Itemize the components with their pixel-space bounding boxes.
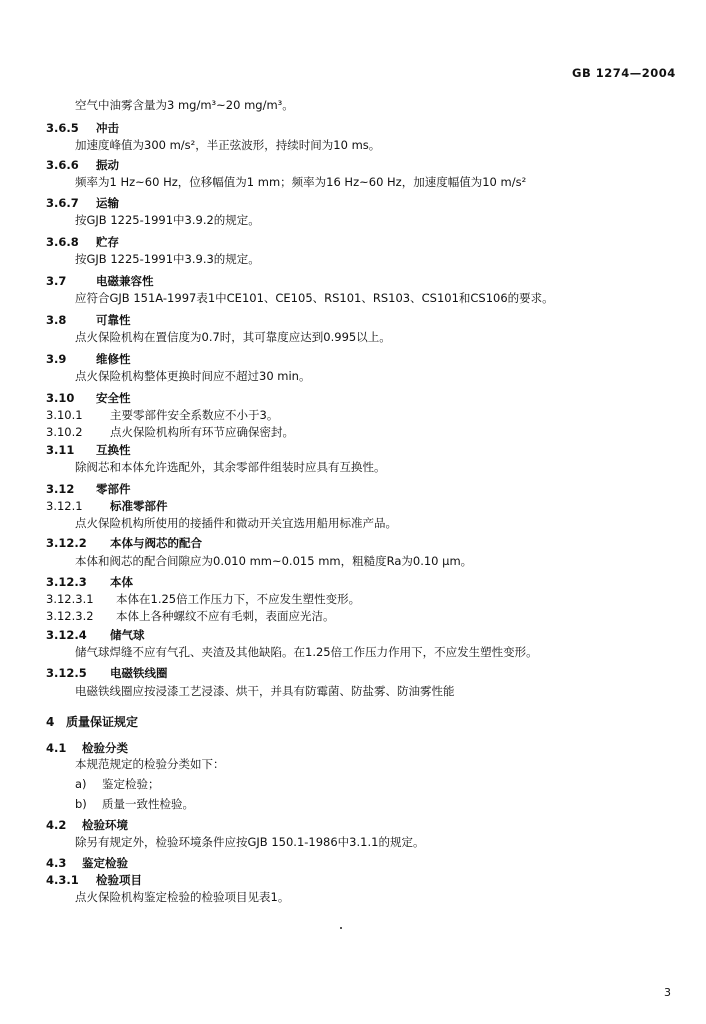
list-item: 质量一致性检验。 (102, 797, 194, 811)
clause-heading: 电磁铁线圈 (110, 666, 168, 680)
clause-number: 3.12 (46, 482, 75, 496)
stray-mark (340, 927, 342, 929)
clause-number: 3.8 (46, 313, 67, 327)
standard-code-header: GB 1274—2004 (572, 66, 676, 80)
body-line: 应符合GJB 151A-1997表1中CE101、CE105、RS101、RS103、CS101和CS106的要求。 (75, 291, 554, 305)
clause-heading: 互换性 (96, 443, 131, 457)
clause-heading: 安全性 (96, 391, 131, 405)
body-line: 除另有规定外，检验环境条件应按GJB 150.1-1986中3.1.1的规定。 (75, 835, 425, 849)
clause-heading: 冲击 (96, 121, 119, 135)
clause-number: 4.1 (46, 741, 67, 755)
list-marker: a) (75, 777, 87, 791)
clause-number: 3.10.1 (46, 408, 83, 422)
clause-number: 3.7 (46, 274, 67, 288)
body-line: 空气中油雾含量为3 mg/m³~20 mg/m³。 (75, 98, 294, 112)
body-line: 加速度峰值为300 m/s²，半正弦波形，持续时间为10 ms。 (75, 138, 381, 152)
clause-number: 3.11 (46, 443, 75, 457)
clause-number: 3.12.3.1 (46, 592, 94, 606)
clause-heading: 贮存 (96, 235, 119, 249)
clause-number: 3.10.2 (46, 425, 83, 439)
clause-number: 4.3 (46, 856, 67, 870)
body-line: 点火保险机构整体更换时间应不超过30 min。 (75, 369, 311, 383)
body-line: 频率为1 Hz~60 Hz，位移幅值为1 mm；频率为16 Hz~60 Hz，加速度幅值为10 m/s² (75, 175, 527, 189)
clause-heading: 鉴定检验 (82, 856, 128, 870)
clause-number: 3.6.8 (46, 235, 79, 249)
clause-number: 3.6.5 (46, 121, 79, 135)
body-line: 除阀芯和本体允许选配外，其余零部件组装时应具有互换性。 (75, 460, 386, 474)
body-line: 点火保险机构在置信度为0.7时，其可靠度应达到0.995以上。 (75, 330, 391, 344)
list-item: 鉴定检验； (102, 777, 160, 791)
clause-heading: 可靠性 (96, 313, 131, 327)
body-line: 本体和阀芯的配合间隙应为0.010 mm~0.015 mm，粗糙度Ra为0.10 μm。 (75, 554, 473, 568)
body-line: 本规范规定的检验分类如下： (75, 757, 225, 771)
clause-number: 3.12.2 (46, 536, 87, 550)
clause-number: 3.12.3 (46, 575, 87, 589)
clause-heading: 电磁兼容性 (96, 274, 154, 288)
body-line: 储气球焊缝不应有气孔、夹渣及其他缺陷。在1.25倍工作压力作用下，不应发生塑性变形。 (75, 645, 538, 659)
clause-number: 3.12.5 (46, 666, 87, 680)
clause-text: 主要零部件安全系数应不小于3。 (110, 408, 279, 422)
page-number: 3 (664, 986, 671, 999)
clause-heading: 本体与阀芯的配合 (110, 536, 202, 550)
body-line: 点火保险机构鉴定检验的检验项目见表1。 (75, 890, 290, 904)
clause-heading: 零部件 (96, 482, 131, 496)
clause-number: 3.6.7 (46, 196, 79, 210)
clause-heading: 检验分类 (82, 741, 128, 755)
clause-number: 3.12.4 (46, 628, 87, 642)
clause-heading: 标准零部件 (110, 499, 168, 513)
list-marker: b) (75, 797, 87, 811)
section-number: 4 (46, 715, 55, 729)
clause-heading: 维修性 (96, 352, 131, 366)
clause-number: 3.12.3.2 (46, 609, 94, 623)
section-heading: 质量保证规定 (66, 715, 139, 729)
body-line: 按GJB 1225-1991中3.9.2的规定。 (75, 213, 260, 227)
clause-number: 3.10 (46, 391, 75, 405)
clause-heading: 本体 (110, 575, 133, 589)
body-line: 点火保险机构所使用的接插件和微动开关宜选用船用标准产品。 (75, 516, 397, 530)
clause-heading: 检验项目 (96, 873, 142, 887)
clause-number: 3.6.6 (46, 158, 79, 172)
clause-heading: 运输 (96, 196, 119, 210)
clause-text: 点火保险机构所有环节应确保密封。 (110, 425, 294, 439)
clause-number: 4.2 (46, 818, 67, 832)
clause-heading: 检验环境 (82, 818, 128, 832)
clause-number: 4.3.1 (46, 873, 79, 887)
clause-heading: 储气球 (110, 628, 145, 642)
clause-number: 3.9 (46, 352, 67, 366)
clause-text: 本体上各种螺纹不应有毛刺，表面应光洁。 (116, 609, 335, 623)
clause-text: 本体在1.25倍工作压力下，不应发生塑性变形。 (116, 592, 361, 606)
clause-number: 3.12.1 (46, 499, 83, 513)
body-line: 按GJB 1225-1991中3.9.3的规定。 (75, 252, 260, 266)
body-line: 电磁铁线圈应按浸漆工艺浸漆、烘干，并具有防霉菌、防盐雾、防油雾性能 (75, 684, 455, 698)
clause-heading: 振动 (96, 158, 119, 172)
